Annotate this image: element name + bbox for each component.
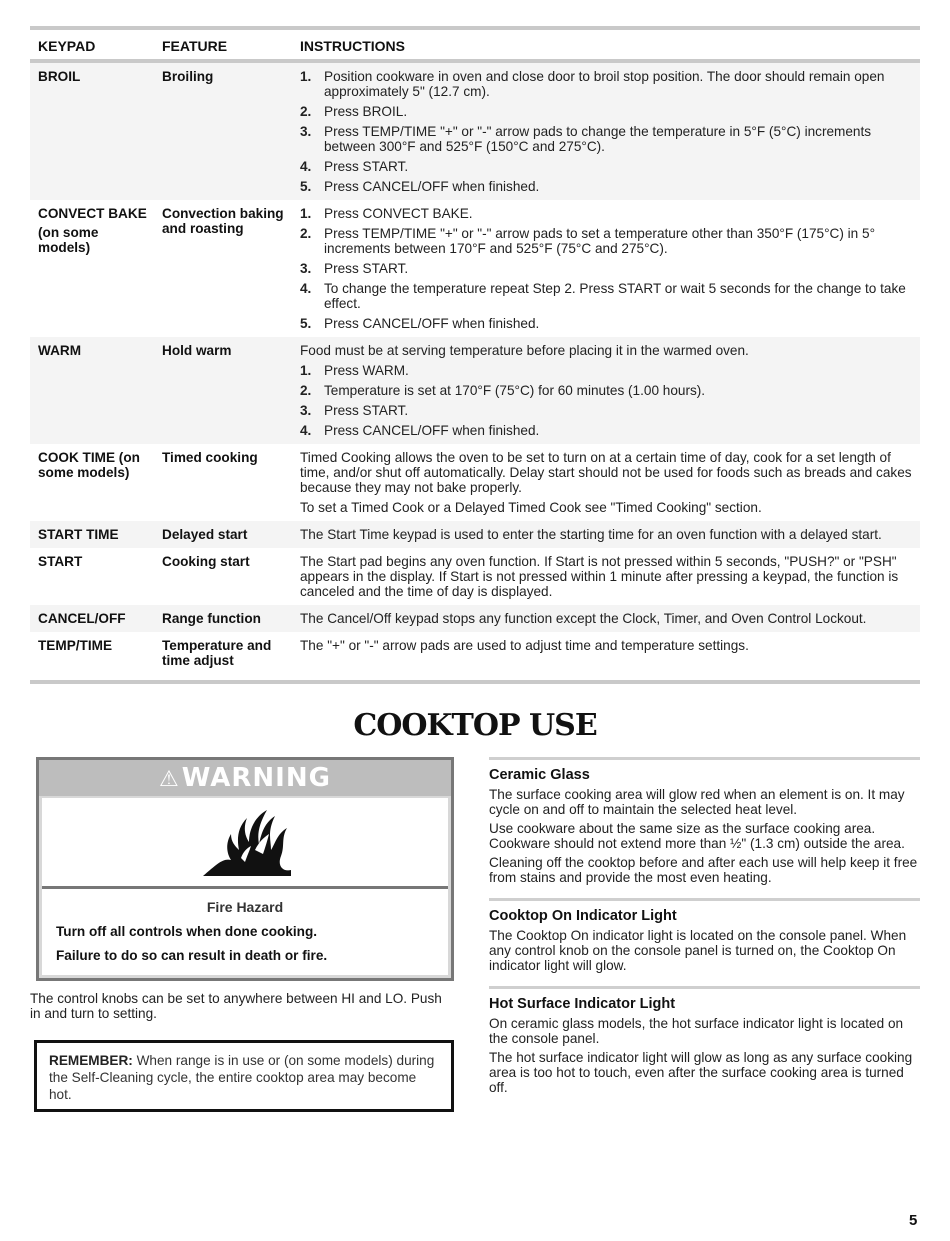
keypad-name: WARM <box>38 343 82 358</box>
section-paragraph: On ceramic glass models, the hot surface indicator light is located on the console panel. <box>489 1016 904 1046</box>
step-item <box>300 403 920 418</box>
section-heading: Hot Surface Indicator Light <box>489 996 676 1012</box>
step-item <box>300 159 920 174</box>
step-number: 2. <box>300 104 312 119</box>
header-feature: FEATURE <box>154 30 292 61</box>
page <box>30 26 920 684</box>
instructions-cell <box>292 548 920 605</box>
step-number: 4. <box>300 159 312 174</box>
step-number: 3. <box>300 124 312 139</box>
section-heading: Ceramic Glass <box>489 767 590 783</box>
step-text: Press START. <box>324 261 409 276</box>
instructions-cell <box>292 444 920 521</box>
section-rule <box>489 898 920 901</box>
cooktop-info-column <box>489 757 920 1108</box>
keypad-cell <box>30 200 154 337</box>
step-item <box>300 383 920 398</box>
table-body <box>30 61 920 674</box>
section-paragraph: Use cookware about the same size as the surface cooking area. Cookware should not extend more than ½" (1.3 cm) outside the area. <box>489 821 905 851</box>
section-paragraph: The surface cooking area will glow red when an element is on. It may cycle on and off to maintain the selected heat level. <box>489 787 905 817</box>
step-item <box>300 261 920 276</box>
step-number: 3. <box>300 403 312 418</box>
step-item <box>300 281 920 311</box>
instructions-cell <box>292 605 920 632</box>
step-number: 1. <box>300 363 312 378</box>
step-text: Press CANCEL/OFF when finished. <box>324 316 540 331</box>
step-number: 2. <box>300 226 312 241</box>
keypad-table <box>30 30 920 674</box>
step-text: Press START. <box>324 403 409 418</box>
instructions-cell <box>292 337 920 444</box>
instructions-paragraph: The "+" or "-" arrow pads are used to adjust time and temperature settings. <box>300 638 749 653</box>
step-text: Press TEMP/TIME "+" or "-" arrow pads to change the temperature in 5°F (5°C) increments between 300°F and 525°F (150°C and 275°C). <box>324 124 872 154</box>
section-heading: Cooktop On Indicator Light <box>489 908 677 924</box>
instructions-paragraph: The Start pad begins any oven function. If Start is not pressed within 5 seconds, "PUSH?" or "PSH" appears in the display. If Start is not pressed within 1 minute after pressing a keypad, the function is canceled and the time of day is displayed. <box>300 554 899 599</box>
keypad-name: CANCEL/OFF <box>38 611 126 626</box>
section-paragraph: The hot surface indicator light will glow as long as any surface cooking area is too hot to touch, even after the surface cooking area is turned off. <box>489 1050 913 1095</box>
keypad-name: CONVECT BAKE <box>38 206 147 221</box>
keypad-cell <box>30 61 154 200</box>
step-item <box>300 124 920 154</box>
step-text: Press CANCEL/OFF when finished. <box>324 423 540 438</box>
cooktop-section <box>489 757 920 885</box>
step-item <box>300 179 920 194</box>
steps-list <box>300 206 920 331</box>
step-number: 5. <box>300 316 312 331</box>
section-rule <box>489 757 920 760</box>
step-text: Temperature is set at 170°F (75°C) for 60 minutes (1.00 hours). <box>324 383 706 398</box>
step-item <box>300 316 920 331</box>
fire-icon <box>197 806 293 878</box>
keypad-cell <box>30 548 154 605</box>
section-rule <box>489 986 920 989</box>
warning-triangle-icon: ⚠ <box>159 767 180 792</box>
table-row <box>30 605 920 632</box>
keypad-cell <box>30 444 154 521</box>
feature-cell: Timed cooking <box>162 450 258 465</box>
feature-cell: Range function <box>154 605 292 632</box>
instructions-paragraph: To set a Timed Cook or a Delayed Timed Cook see "Timed Cooking" section. <box>300 500 762 515</box>
step-item <box>300 206 920 221</box>
feature-cell: Hold warm <box>154 337 292 444</box>
step-number: 2. <box>300 383 312 398</box>
warning-box <box>36 757 454 981</box>
page-number: 5 <box>909 1212 918 1229</box>
keypad-cell <box>30 521 154 548</box>
steps-list <box>300 363 920 438</box>
control-knobs-paragraph: The control knobs can be set to anywhere between HI and LO. Push in and turn to setting. <box>30 991 442 1021</box>
step-text: Press BROIL. <box>324 104 408 119</box>
step-number: 5. <box>300 179 312 194</box>
remember-text: When range is in use or (on some models) during the Self-Cleaning cycle, the entire cooktop area may become hot. <box>49 1053 435 1102</box>
instructions-intro: Food must be at serving temperature before placing it in the warmed oven. <box>300 343 749 358</box>
step-item <box>300 363 920 378</box>
cooktop-section <box>489 898 920 973</box>
keypad-note: (on some models) <box>38 225 99 255</box>
keypad-name: START TIME <box>38 527 119 542</box>
header-instructions: INSTRUCTIONS <box>292 30 920 61</box>
feature-cell: Broiling <box>154 61 292 200</box>
header-keypad: KEYPAD <box>30 30 154 61</box>
section-paragraph: The Cooktop On indicator light is located on the console panel. When any control knob on the console panel is turned on, the Cooktop On indicator light will glow. <box>489 928 907 973</box>
keypad-name: COOK TIME (on some models) <box>38 450 140 480</box>
table-row <box>30 337 920 444</box>
table-header-row <box>30 30 920 61</box>
feature-cell: Convection baking and roasting <box>162 206 284 236</box>
step-number: 1. <box>300 69 312 84</box>
step-text: Press WARM. <box>324 363 409 378</box>
table-row <box>30 444 920 521</box>
warning-header <box>39 760 451 796</box>
step-item <box>300 104 920 119</box>
instructions-paragraph: Timed Cooking allows the oven to be set to turn on at a certain time of day, cook for a set length of time, and/or shut off automatically. Delay start should not be used for foods such as breads and cakes because they may not bake properly. <box>300 450 912 495</box>
step-text: Press TEMP/TIME "+" or "-" arrow pads to set a temperature other than 350°F (175°C) in 5° increments between 170°F and 525°F (75°C and 275°C). <box>324 226 876 256</box>
table-row <box>30 548 920 605</box>
table-row <box>30 61 920 200</box>
section-title: COOKTOP USE <box>353 708 597 743</box>
instructions-cell <box>292 521 920 548</box>
warning-line-2: Failure to do so can result in death or fire. <box>56 948 328 963</box>
remember-box <box>34 1040 454 1112</box>
table-row <box>30 521 920 548</box>
instructions-paragraph: The Cancel/Off keypad stops any function except the Clock, Timer, and Oven Control Lockout. <box>300 611 867 626</box>
keypad-name: TEMP/TIME <box>38 638 113 653</box>
instructions-cell <box>292 632 920 674</box>
instructions-paragraph: The Start Time keypad is used to enter the starting time for an oven function with a delayed start. <box>300 527 882 542</box>
step-text: Press START. <box>324 159 409 174</box>
warning-text <box>42 889 448 975</box>
keypad-name: BROIL <box>38 69 81 84</box>
step-text: Press CONVECT BAKE. <box>324 206 473 221</box>
warning-label: WARNING <box>181 763 331 793</box>
cooktop-section <box>489 986 920 1095</box>
step-number: 4. <box>300 281 312 296</box>
instructions-cell <box>292 61 920 200</box>
fire-hazard-label: Fire Hazard <box>206 899 284 915</box>
step-item <box>300 423 920 438</box>
fire-hazard-graphic <box>42 798 448 889</box>
bottom-rule <box>30 680 920 684</box>
feature-cell: Delayed start <box>154 521 292 548</box>
steps-list <box>300 69 920 194</box>
keypad-cell <box>30 605 154 632</box>
table-row <box>30 200 920 337</box>
keypad-cell <box>30 632 154 674</box>
feature-cell: Cooking start <box>162 554 250 569</box>
feature-cell: Temperature and time adjust <box>162 638 272 668</box>
step-text: To change the temperature repeat Step 2. Press START or wait 5 seconds for the change to take effect. <box>324 281 906 311</box>
remember-label: REMEMBER: <box>49 1053 133 1068</box>
step-item <box>300 69 920 99</box>
table-row <box>30 632 920 674</box>
warning-line-1: Turn off all controls when done cooking. <box>56 924 318 939</box>
keypad-name: START <box>38 554 83 569</box>
section-paragraph: Cleaning off the cooktop before and after each use will help keep it free from stains and provide the most even heating. <box>489 855 918 885</box>
step-number: 1. <box>300 206 312 221</box>
step-text: Position cookware in oven and close door to broil stop position. The door should remain open approximately 5" (12.7 cm). <box>324 69 885 99</box>
step-item <box>300 226 920 256</box>
instructions-cell <box>292 200 920 337</box>
keypad-cell <box>30 337 154 444</box>
step-number: 4. <box>300 423 312 438</box>
step-number: 3. <box>300 261 312 276</box>
step-text: Press CANCEL/OFF when finished. <box>324 179 540 194</box>
